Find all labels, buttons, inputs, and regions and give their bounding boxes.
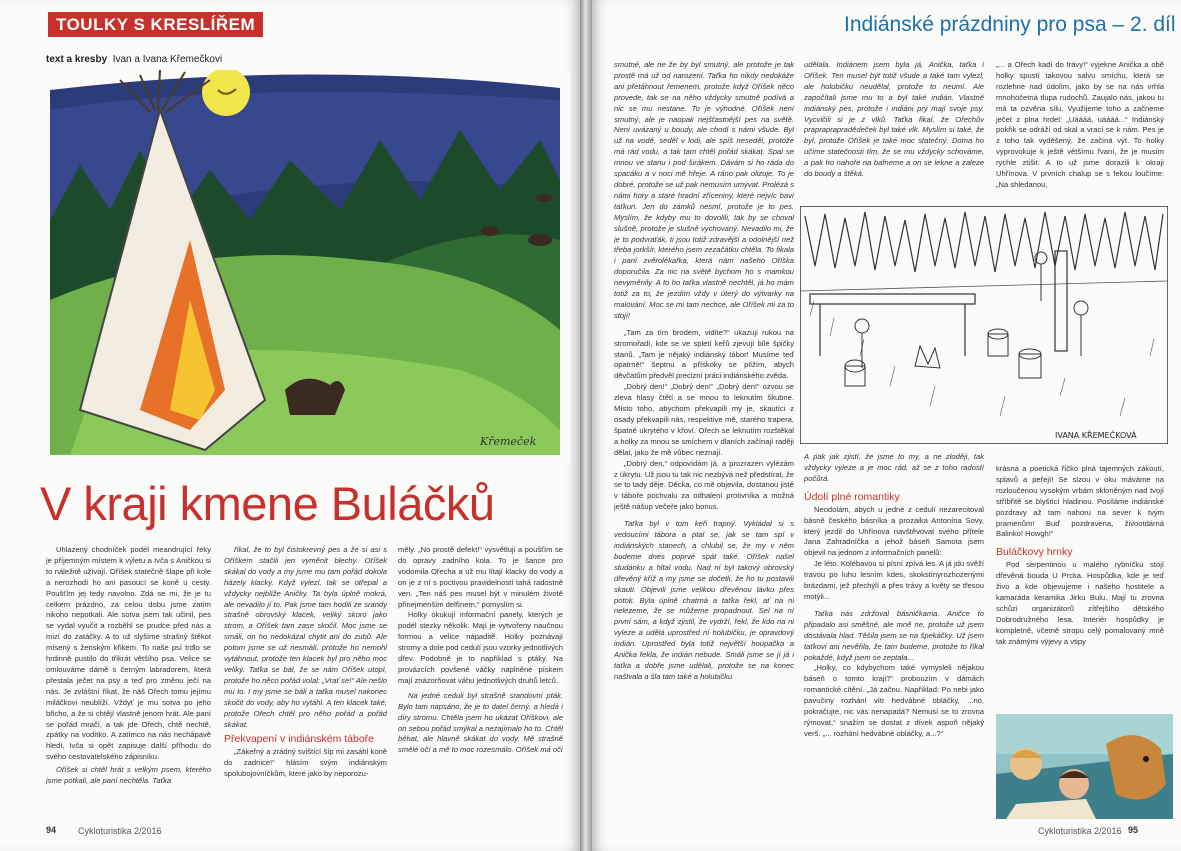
paragraph: „Dobrý den!“ „Dobrý den!“ „Dobrý den!“ ozvou se zleva hlasy čtětí a se mnou to leknutím škubne. Místo toho, abychom překvapili my je, skautíci z osady překvapili nás, respektive mě, starého trapera, špatně ukrytého v křoví. Ořech se leknutím rozštěkal a holky za mnou se smíchem v dlaních začínají raději dělat, jako že mě vůbec neznají. [614, 382, 794, 457]
paragraph: „Dobrý den,“ odpovídám já, a prozrazen vylézám z úkrytu. Už jsou tu tak nic nezbývá než předstírat, že se to tady děje. Děcka, co mě objevila, dostanou jistě v táboře pochvalu za odhalení protivníka a možná ještě nášup večeře jako bonus. [614, 458, 794, 512]
illustration-signature: Křemeček [480, 435, 537, 448]
right-column-3-bottom [996, 464, 1164, 709]
paragraph: krásná a poetická říčko plná tajemných zákoutí, splavů a peřejí! Se slzou v oku máváme na rozloučenou vysokým vrbám skloněným nad tvojí stříbřitě se blyštící hladinou. Posíláme indiánské pozdravy až tam nahoru na sever k tvým pramenům! Buď pozdravena, živootdárná Balinko! Howgh!“ [996, 464, 1164, 539]
magazine-name-left: Cykloturistika 2/2016 [78, 826, 162, 836]
magazine-name-right: Cykloturistika 2/2016 [1038, 826, 1122, 836]
paragraph-italic: smutné, ale ne že by byl smutný, ale protože je tak prostě má už od narození. Taťka ho nikdy nedokáže ani přetáhnout řemenem, protože když Oříšek něco provede, tak se na něho vždycky smutně podívá a nic se mu nestane. To je výhodné. Oříšek není smutný, ale je naopak nejšťastnější pes na světě. Není uvázaný u boudy, ale chodí s námi všude. Byl už na vodě, seděl v lodi, ale spíš neseděl, protože má rád vodu, a tak tam chtěl pořád skákat. Spal se mnou ve stanu i pod širákem. Dávám si ho ráda do spacáku a v noci mě hřeje. A ráno pak olizuje. To je dobré, protože se už pak nemusím umývat. Prolézá s námi hory a staré hradní zříceniny, které nejvíc baví taťkun. Jen do zámků nesmí, protože je to pes. Myslím, že kdyby mu to dovolili, tak by se choval slušně, protože je slušně vychovaný. Nevadilo mi, že je to podvraťák, ti jsou totiž zdravější a odolnější než třeba jorkšír, kterého jsem zezačátku chtěla. To fikala i paní zvěrolékařka, která nám našeho Oříška doporučila. Za nic na světě bychom ho s mamkou nevyměnily. A to ho taťka vlastně nechtěl, já ho mám totiž za to, že jezdím vždy v úterý do výtvarky na malování. Moc se mi tam nechce, ale Oříšek mi za to stojí! [614, 60, 794, 320]
left-page [0, 0, 580, 851]
paragraph: Neodolám, abych u jedné z cedulí nezarecitoval básně českého básníka a prozaika Antonína Sovy, který jezdil do Uhřínova navštěvovat svého přítele Jana Zahradníčka a jehož báseň Samota jsem objevil na jednom z informačních panelů: [804, 504, 984, 558]
page-number-left: 94 [46, 825, 57, 835]
paragraph: Pod serpentinou u malého rybníčku stojí dřevěná bouda U Prcka. Hospůdka, kde je teď živo a kde objevujeme i našeho hostitele a kamaráda keramika Jirku Bulu. Mají tu zrovna schůzi organizátorů zítřejšího dětského Dobrodružného lesa. Interiér hospůdky je kompletně, včetně stropu celý pomalovaný mně tak známými výjevy a vtipy [996, 560, 1164, 646]
paragraph: „Tam za tím brodem, vidíte?“ ukazuji rukou na stromořadí, kde se ve spletí keřů zjevují bílé špičky stanů. „Tam je nějaký indiánský tábor! Musíme teď opatrně!“ šeptnu a přískoky se plížím, abych děvčatům předvěl precizní práci indiánského zvěda. [614, 327, 794, 381]
right-column-1 [614, 60, 794, 820]
sketch-signature: IVANA KŘEMEČKOVÁ [1055, 431, 1137, 440]
left-column-3 [398, 545, 563, 820]
article-title: V kraji kmene Buláčků [40, 477, 495, 530]
paragraph-italic: Taťka nás zdržoval básničkama. Aničce to připadalo asi směšné, ale mně ne, protože už jsem dostávala hlad. Těšila jsem se na špekáčky. Už jsem taťkovi ani nevěřila, že tam budeme, protože to říkal pokaždé, když jsem se zeptala... [804, 608, 984, 662]
author-names: Ivan a Ivana Křemečkovi [112, 54, 223, 65]
paragraph: měly. „No prostě defekt!“ vysvětluji a poušťím se do opravy zadního kola. To je šance pro vodomila Ořecha a už mu lítají klacky do vody a on je z ní s poctivou pravidelností tahá radostně ven. „Ten náš pes musel být v minulém životě přinejmenším delfínem,“ pomyslím si. [398, 545, 563, 609]
paragraph: Holky okukují informační panely, kterých je podél stezky několik. Mají je vytvořeny naučnou formou a velice nápaditě. Holky poznávají stromy a dole pod cedulí jsou vzorky jednotlivých dřev. Podobně je to například s ptáky. Na provázcích povšené váčky naplněné pískem mají znázorňovat váhu jednotlivých druhů letců. [398, 610, 563, 685]
subheading-mugs: Buláčkovy hrnky [996, 546, 1073, 559]
photo-children-with-dog [996, 714, 1173, 819]
page-number-right: 95 [1128, 825, 1139, 835]
paragraph: Uhlazený chodníček podél meandrující řeky je příjemným místem k výletu a Ivča s Aničkou si to náležitě užívají. Oříšek statečně šlape při kole a nerozhodí ho ani pasoucí se koně u cesty. Poušťím jej tedy navolno. Zdá se mi, že je tu celkem prázdno, za celou dobu jsme zatím nikoho nepotkali. Ale sotva jsem tak učinil, pes se vydal vyučit a rozběhl se prudce před nás a mizí do zatáčky. A to už slyšíme strašný štěkot mísený s ženským křikem. To naše psí trdlo se hrdinně pustilo do třikrát většího psa. Velice se omlouváme dámě s černým labradorem, která přestala ječet na psy a teď pro změnu ječí na nás. Je zvláštní říkat, že náš Ořech tomu jejímu miláčkovi neublíží. Vždyť je mu sotva po jeho břicho, a že si chtějí vlastně jenom hrát. Ale paní se pořád mračí, a tak jde Ořech, chtě nechtě, zpátky na vodítko. A zatímco na nás nechápavě hledí, Ivča si opět zapisuje další příhodu do svého cestovatelského zápisníku. [46, 545, 211, 762]
paragraph: Je léto. Kolébavou si písní zpívá les. A já jdu svěží travou po luhu lesním kdes, skokstínyrozhozenými brázdami, jež přechýlí a přes trávy a květy se třesou motýli... [804, 559, 984, 601]
teepee-illustration [40, 70, 570, 465]
right-column-2-top [804, 60, 984, 200]
subheading-valley: Údolí plné romantiky [804, 490, 900, 503]
paragraph-italic: Na jedné ceduli byl strašně srandovní pták. Bylo tam napsáno, že je to datel černý, a hledá i díry stromu. Chtěla jsem ho ukázat Oříškovi, ale on sebou pořád smýkal a nezajímalo ho to. Chtěl běhat, ale hlavně skákat do vody. Mě strašně smělé očí a mě to moc rozesmálo. Oříšek má oči [398, 690, 563, 755]
paragraph: „Zákeřný a zrádný svištící šíp mi zasáhl koně do zadnice!“ hlásím svým indiánským spolubojovníčkům, které jako by neporozu- [224, 747, 387, 779]
right-column-3-top [996, 60, 1164, 200]
paragraph: „... a Ořech kadí do trávy!“ vyjekne Anička a obě holky spustí takovou salvu smíchu, která se rozlehne nad údolím, jako by se na nás vrhla mnohočetná tlupa rudochů. Zaujalo nás, jakou tu má ta ozvěna sílu. Využijeme toho a začneme ječet z plna hrdel: „Uáááá, uáááá...“ Indiánský pokřik se odráží od skal a vrací se k nám. Pes je z toho tak vyděšený, že začíná výt. To holky vyprovokuje k ještě většímu řvaní, že je musím rychle ztišit. A to už jsme dorazili k okraji Uhřínova. V prvních chalup se s fekou loučíme: „Na shledanou, [996, 60, 1164, 189]
section-tag: TOULKY S KRESLÍŘEM [48, 12, 263, 37]
gutter [580, 0, 592, 851]
illustration-caption: A pak jak zjistí, že jsme to my, a ne zloději, tak vždycky vyleze a je moc rád, až se z toho radostí počůrá. [804, 452, 984, 483]
paragraph-italic: říkal, že to byl čistokrevný pes a že si asi s Oříškem stačili jen vyměnit blechy. Oříšek skákal do vody a my jsme mu tam pořád dokola házely klacky. Když vylezl, tak se otřepal a vždycky nejblíže Aničky. Ta byla úplně mokrá, ale nevadilo jí to. Pak jsme tam hodili ze srandy strašně obrovský klacek, veliký skoro jako strom, a Oříšek tam zase skočil. Moc jsme se smáli, on ho nedokázal chytit ani do zubů. Ale potom jsme se už nesmáli, protože ho nemohl vytáhnout, protože ten klacek byl pro něho moc veliký. Taťka se bál, že se nám Oříšek utopí, protože ho něco pořád volal: „Vrať se!“ Ale nešlo mu to. I my jsme se báli a taťka musel nakonec skočit do vody, aby ho vytáhl. A ten klacek také, protože Ořech chtěl pro něho pořád a pořád skákat. [224, 545, 387, 729]
left-column-2 [224, 545, 387, 820]
paragraph-italic: Oříšek si chtěl hrát s velkým psem, kterého jsme potkali, ale paní nechtěla. Taťka [46, 765, 211, 786]
subheading-surprise: Překvapení v indiánském táboře [224, 733, 374, 746]
right-column-2-bottom [804, 452, 984, 822]
author-label: text a kresby [46, 54, 108, 65]
paragraph: „Holky, co kdybychom také vymysleli nějakou báseň o tomto kraji?“ probouzím v dámách romantické cítění. „Já začnu. Například: Po nebi jako pavučiny rozhání vítr hedvábné obláčky, ...no, pokračujte, nic vás nenapadá? Nemusí se to zrovna rýmovat,“ snažím se dostat z dívek aspoň nějaký verš. „... rozhání hedvábné obláčky, a...?“ [804, 663, 984, 738]
right-page [592, 0, 1181, 851]
author-line [46, 54, 222, 65]
camp-sketch-illustration [800, 206, 1168, 444]
paragraph-italic: udělala. Indiánem jsem byla já, Anička, taťka i Oříšek. Ten musel být totiž všude a také tam vylezl, ale holubičku neudělal, protože to neumí. Ale započítali jsme mu to a byl také indián. Vlastně indiánský pes, protože i indiáni prý mají svoje psy. Vycvičili si je z vlků. Taťka fikal, že Ořechův prapraprapradědeček byl také vlk. Myslím si také, že byl, protože Oříšek je také moc statečný. Doma ho učíme statečnosti tím, že se mu vždycky schováme, a pak ho nahoře na bafneme a on se lekne a zaleze do boudy a štěká. [804, 60, 984, 179]
paragraph-italic: Taťka byl v tom keři trapný. Vykládal si s vedoucími tábora a ptal se, jak se tam spí v indiánských stanech, a chlubil se, že my v něm budeme dnes poprvé spát také. Oříšek našel studánku a hltal vodu. Nad ní byl takový obrovský dřevěný kříž a my jsme se dočetli, že ho tu postavili skauti. Objevili jsme velikou dřevěnou lávku přes potok. Byla úplně chatrná a taťka řekl, ať na ni nelezeme, že se můžeme propadnout. Sel na ní první sám, a když zjistil, že vydrží, řekl, že kdo na ni vyleze a udělá uprostřed ní holubičku, je opravdový indián. Uprostřed byla totiž největší houpačka a Anička řekla, že indián nebude. Smáli jsme se jí já i taťka a dobře jsme udělali, protože se na konec naštvala a šla tam také a holubičku [614, 519, 794, 681]
series-title: Indiánské prázdniny pro psa – 2. díl [844, 13, 1176, 36]
left-column-1 [46, 545, 211, 820]
